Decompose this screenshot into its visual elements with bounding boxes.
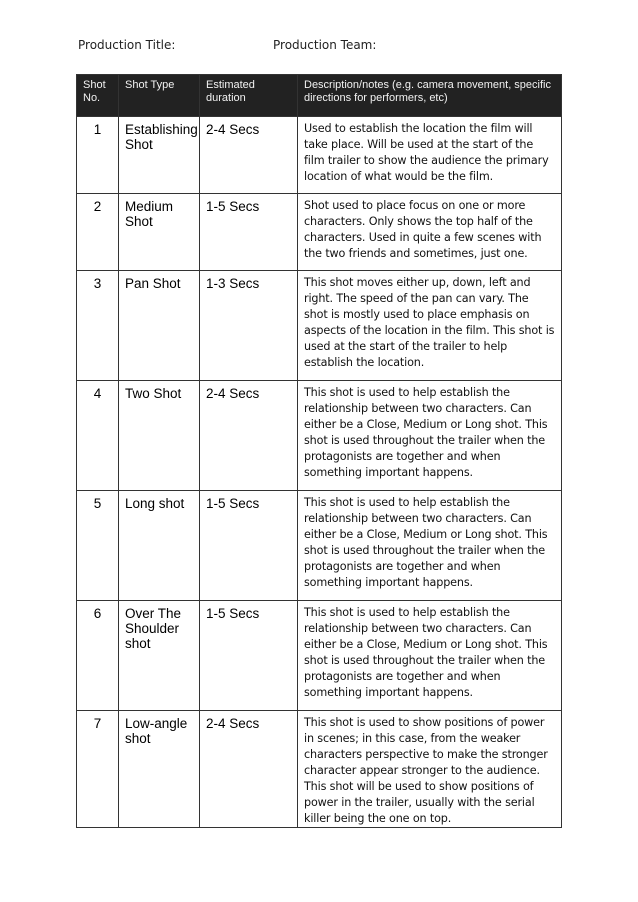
shot-duration: 1-5 Secs — [200, 491, 298, 601]
table-row — [77, 711, 562, 828]
shot-description: This shot is used to help establish the relationship between two characters. Can either be a Close, Medium or Long shot. This shot is used throughout the trailer when the protagonists are together and when something important happens. — [298, 601, 562, 711]
table-row — [77, 194, 562, 271]
shot-number: 2 — [77, 194, 119, 271]
table-header-row — [77, 75, 562, 117]
shot-description: This shot is used to help establish the relationship between two characters. Can either be a Close, Medium or Long shot. This shot is used throughout the trailer when the protagonists are together and when something important happens. — [298, 491, 562, 601]
shot-number: 6 — [77, 601, 119, 711]
shot-duration: 1-5 Secs — [200, 601, 298, 711]
column-header-shot-no: Shot No. — [77, 75, 119, 117]
shot-description: Shot used to place focus on one or more characters. Only shows the top half of the characters. Used in quite a few scenes with the two friends and sometimes, just one. — [298, 194, 562, 271]
shot-description: This shot moves either up, down, left and right. The speed of the pan can vary. The shot is mostly used to place emphasis on aspects of the location in the film. This shot is used at the start of the trailer to help establish the location. — [298, 271, 562, 381]
shot-number: 4 — [77, 381, 119, 491]
column-header-duration: Estimated duration — [200, 75, 298, 117]
shot-type: Low-angle shot — [119, 711, 200, 828]
table-row — [77, 271, 562, 381]
shot-type: Long shot — [119, 491, 200, 601]
table-row — [77, 117, 562, 194]
shot-duration: 2-4 Secs — [200, 117, 298, 194]
shot-number: 7 — [77, 711, 119, 828]
shot-duration: 1-5 Secs — [200, 194, 298, 271]
shot-number: 5 — [77, 491, 119, 601]
shot-type: Two Shot — [119, 381, 200, 491]
shot-description: This shot is used to help establish the relationship between two characters. Can either be a Close, Medium or Long shot. This shot is used throughout the trailer when the protagonists are together and when something important happens. — [298, 381, 562, 491]
shot-type: Establishing Shot — [119, 117, 200, 194]
shot-type: Pan Shot — [119, 271, 200, 381]
shot-duration: 2-4 Secs — [200, 711, 298, 828]
shot-number: 1 — [77, 117, 119, 194]
table-row — [77, 381, 562, 491]
shot-duration: 1-3 Secs — [200, 271, 298, 381]
production-team-label: Production Team: — [273, 38, 377, 52]
production-title-label: Production Title: — [78, 38, 176, 52]
column-header-shot-type: Shot Type — [119, 75, 200, 117]
shot-description: Used to establish the location the film will take place. Will be used at the start of the film trailer to show the audience the primary location of what would be the film. — [298, 117, 562, 194]
column-header-description: Description/notes (e.g. camera movement, specific directions for performers, etc) — [298, 75, 562, 117]
shot-list-table — [76, 74, 562, 828]
shot-type: Over The Shoulder shot — [119, 601, 200, 711]
table-row — [77, 491, 562, 601]
shot-description: This shot is used to show positions of power in scenes; in this case, from the weaker characters perspective to make the stronger character appear stronger to the audience. This shot will be used to show positions of power in the trailer, usually with the serial killer being the one on top. — [298, 711, 562, 828]
shot-duration: 2-4 Secs — [200, 381, 298, 491]
shot-type: Medium Shot — [119, 194, 200, 271]
shot-number: 3 — [77, 271, 119, 381]
table-row — [77, 601, 562, 711]
